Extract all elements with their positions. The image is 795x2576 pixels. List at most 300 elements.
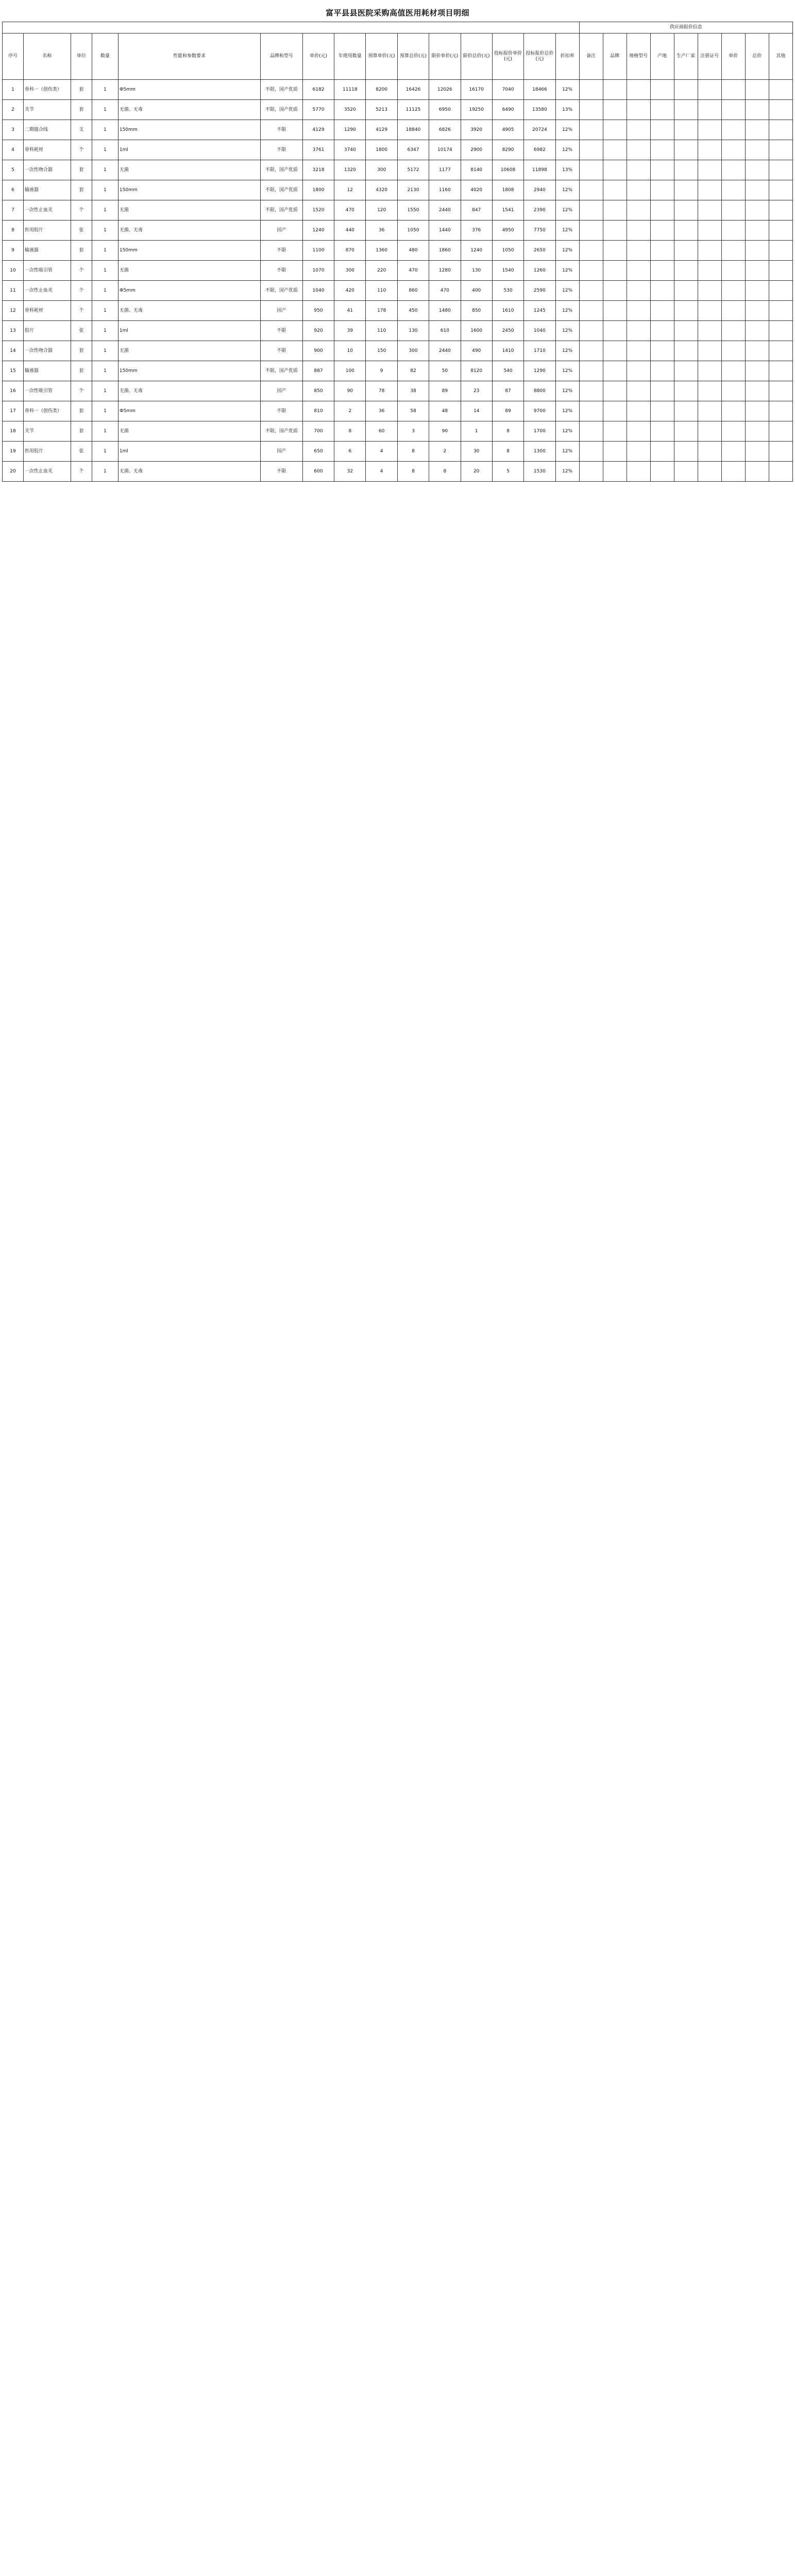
- column-header: 其他: [769, 33, 792, 80]
- table-row: [3, 80, 793, 100]
- table-cell: 400: [461, 281, 492, 301]
- table-cell: [603, 462, 627, 482]
- table-cell: [650, 160, 674, 180]
- column-header: 单价: [721, 33, 745, 80]
- table-cell: [721, 180, 745, 200]
- table-cell: 6347: [397, 140, 429, 160]
- table-cell: 470: [429, 281, 461, 301]
- table-cell: [650, 401, 674, 421]
- table-cell: 82: [397, 361, 429, 381]
- table-cell: [769, 180, 792, 200]
- table-cell: 1: [92, 221, 118, 241]
- table-cell: 1240: [461, 241, 492, 261]
- table-cell: 1050: [492, 241, 523, 261]
- table-cell: 36: [366, 221, 397, 241]
- table-cell: 1860: [429, 241, 461, 261]
- table-cell: 58: [397, 401, 429, 421]
- table-cell: 1600: [461, 321, 492, 341]
- table-cell: 48: [429, 401, 461, 421]
- table-cell: 810: [302, 401, 334, 421]
- table-cell: 2: [429, 442, 461, 462]
- table-cell: 6: [334, 442, 366, 462]
- table-cell: [603, 221, 627, 241]
- table-cell: 无菌、无毒: [118, 100, 260, 120]
- table-cell: 3761: [302, 140, 334, 160]
- table-cell: 1040: [302, 281, 334, 301]
- table-cell: [769, 421, 792, 442]
- table-cell: [745, 462, 769, 482]
- table-cell: [769, 100, 792, 120]
- table-cell: 600: [302, 462, 334, 482]
- table-cell: 8800: [524, 381, 555, 401]
- table-cell: 9: [366, 361, 397, 381]
- table-cell: 470: [397, 261, 429, 281]
- table-cell: [721, 80, 745, 100]
- table-cell: 1710: [524, 341, 555, 361]
- table-cell: 480: [397, 241, 429, 261]
- table-row: [3, 381, 793, 401]
- table-cell: 12026: [429, 80, 461, 100]
- table-cell: 国产: [261, 301, 303, 321]
- table-cell: [650, 421, 674, 442]
- table-cell: [769, 442, 792, 462]
- table-cell: 16426: [397, 80, 429, 100]
- table-cell: 1: [92, 261, 118, 281]
- table-cell: 无菌: [118, 160, 260, 180]
- table-cell: [627, 321, 650, 341]
- table-cell: [721, 221, 745, 241]
- table-cell: 1540: [492, 261, 523, 281]
- table-cell: [579, 261, 603, 281]
- table-cell: [650, 442, 674, 462]
- table-cell: [650, 120, 674, 140]
- table-cell: 3218: [302, 160, 334, 180]
- table-cell: 13%: [555, 160, 579, 180]
- table-cell: [650, 200, 674, 221]
- table-cell: 2390: [524, 200, 555, 221]
- table-cell: [650, 462, 674, 482]
- table-cell: [721, 421, 745, 442]
- table-cell: [698, 281, 721, 301]
- table-cell: 个: [71, 261, 92, 281]
- table-cell: 16: [3, 381, 24, 401]
- table-cell: 8120: [461, 361, 492, 381]
- table-cell: 19250: [461, 100, 492, 120]
- table-cell: [698, 301, 721, 321]
- table-cell: 8: [429, 462, 461, 482]
- table-cell: 1320: [334, 160, 366, 180]
- table-cell: [674, 401, 698, 421]
- table-cell: 610: [429, 321, 461, 341]
- table-cell: 无菌、无毒: [118, 301, 260, 321]
- table-cell: 1ml: [118, 442, 260, 462]
- table-cell: 1: [92, 80, 118, 100]
- table-cell: [579, 401, 603, 421]
- table-cell: 12%: [555, 401, 579, 421]
- table-cell: 骨科耗材: [23, 140, 71, 160]
- table-cell: 12%: [555, 80, 579, 100]
- table-cell: 国产: [261, 442, 303, 462]
- table-row: [3, 281, 793, 301]
- table-cell: [745, 281, 769, 301]
- column-header: 序号: [3, 33, 24, 80]
- table-cell: [579, 301, 603, 321]
- table-cell: 一次性吻合器: [23, 341, 71, 361]
- table-cell: [769, 341, 792, 361]
- table-cell: 一次性吸引管: [23, 261, 71, 281]
- table-cell: 1: [92, 341, 118, 361]
- table-cell: 1160: [429, 180, 461, 200]
- table-cell: [721, 160, 745, 180]
- table-cell: 7750: [524, 221, 555, 241]
- table-cell: [698, 401, 721, 421]
- table-cell: [627, 261, 650, 281]
- table-cell: 150mm: [118, 180, 260, 200]
- table-cell: [603, 361, 627, 381]
- table-cell: [745, 200, 769, 221]
- table-cell: 9700: [524, 401, 555, 421]
- table-cell: 不限，国产优质: [261, 180, 303, 200]
- table-cell: 12%: [555, 421, 579, 442]
- column-header: 生产厂家: [674, 33, 698, 80]
- table-cell: 1260: [524, 261, 555, 281]
- table-cell: [627, 301, 650, 321]
- table-cell: 1: [92, 462, 118, 482]
- table-cell: 6490: [492, 100, 523, 120]
- table-cell: [650, 180, 674, 200]
- table-cell: 1: [92, 180, 118, 200]
- table-cell: [627, 381, 650, 401]
- table-cell: [674, 381, 698, 401]
- column-header: 品牌: [603, 33, 627, 80]
- table-cell: [579, 321, 603, 341]
- table-cell: [698, 200, 721, 221]
- table-cell: [650, 341, 674, 361]
- table-cell: 870: [334, 241, 366, 261]
- table-cell: 2590: [524, 281, 555, 301]
- table-cell: 不限: [261, 401, 303, 421]
- table-cell: 8290: [492, 140, 523, 160]
- table-cell: 1100: [302, 241, 334, 261]
- table-cell: 860: [397, 281, 429, 301]
- table-cell: 二期缝合线: [23, 120, 71, 140]
- table-cell: 20: [3, 462, 24, 482]
- table-cell: 78: [366, 381, 397, 401]
- table-cell: [745, 401, 769, 421]
- table-row: [3, 361, 793, 381]
- table-cell: 20: [461, 462, 492, 482]
- table-cell: 470: [334, 200, 366, 221]
- table-cell: 847: [461, 200, 492, 221]
- table-cell: [698, 180, 721, 200]
- table-header: [3, 22, 793, 80]
- table-cell: 1: [92, 442, 118, 462]
- table-cell: 1290: [334, 120, 366, 140]
- table-cell: [721, 301, 745, 321]
- table-cell: [769, 301, 792, 321]
- table-body: [3, 80, 793, 482]
- table-cell: [603, 421, 627, 442]
- table-cell: [674, 321, 698, 341]
- table-row: [3, 100, 793, 120]
- column-header: 预算单价(元): [366, 33, 397, 80]
- table-cell: 450: [397, 301, 429, 321]
- table-cell: 150mm: [118, 120, 260, 140]
- table-cell: 3920: [461, 120, 492, 140]
- table-cell: [579, 381, 603, 401]
- table-cell: 130: [397, 321, 429, 341]
- table-cell: 5172: [397, 160, 429, 180]
- table-cell: 1410: [492, 341, 523, 361]
- table-cell: 540: [492, 361, 523, 381]
- table-cell: [603, 321, 627, 341]
- table-cell: [579, 80, 603, 100]
- table-row: [3, 421, 793, 442]
- table-cell: 1520: [302, 200, 334, 221]
- table-cell: 10: [334, 341, 366, 361]
- table-cell: [745, 80, 769, 100]
- table-cell: 1480: [429, 301, 461, 321]
- table-cell: 关节: [23, 421, 71, 442]
- table-cell: 个: [71, 200, 92, 221]
- table-cell: 4: [366, 442, 397, 462]
- table-cell: [603, 401, 627, 421]
- table-cell: 骨科一（创伤类）: [23, 401, 71, 421]
- table-cell: 300: [397, 341, 429, 361]
- table-cell: [627, 120, 650, 140]
- table-cell: 张: [71, 221, 92, 241]
- table-cell: 不限: [261, 321, 303, 341]
- table-cell: [745, 241, 769, 261]
- table-cell: 8: [492, 421, 523, 442]
- table-cell: [627, 341, 650, 361]
- table-cell: 5213: [366, 100, 397, 120]
- table-cell: [627, 281, 650, 301]
- table-cell: [650, 361, 674, 381]
- table-cell: 376: [461, 221, 492, 241]
- table-cell: [721, 140, 745, 160]
- table-cell: 12: [334, 180, 366, 200]
- table-cell: [769, 462, 792, 482]
- table-cell: [721, 241, 745, 261]
- table-cell: 850: [461, 301, 492, 321]
- table-cell: 1550: [397, 200, 429, 221]
- table-cell: 套: [71, 401, 92, 421]
- table-cell: [698, 120, 721, 140]
- table-row: [3, 462, 793, 482]
- table-cell: 11898: [524, 160, 555, 180]
- table-cell: 12%: [555, 120, 579, 140]
- table-cell: 10174: [429, 140, 461, 160]
- table-cell: [627, 421, 650, 442]
- table-cell: 89: [492, 401, 523, 421]
- table-cell: 无菌: [118, 261, 260, 281]
- table-cell: [674, 442, 698, 462]
- table-cell: [721, 200, 745, 221]
- table-cell: 12%: [555, 241, 579, 261]
- table-cell: 1ml: [118, 321, 260, 341]
- column-header: 限价总价(元): [461, 33, 492, 80]
- table-cell: 1: [92, 281, 118, 301]
- table-cell: 1700: [524, 421, 555, 442]
- table-cell: 19: [3, 442, 24, 462]
- table-cell: [698, 321, 721, 341]
- table-cell: 3: [397, 421, 429, 442]
- table-cell: [698, 361, 721, 381]
- table-cell: 12%: [555, 462, 579, 482]
- table-cell: [721, 442, 745, 462]
- table-cell: 不限，国产优质: [261, 281, 303, 301]
- table-cell: [745, 421, 769, 442]
- table-cell: 11125: [397, 100, 429, 120]
- table-cell: [769, 281, 792, 301]
- table-cell: 38: [397, 381, 429, 401]
- table-cell: 6982: [524, 140, 555, 160]
- column-header: 性能和参数要求: [118, 33, 260, 80]
- table-cell: 1360: [366, 241, 397, 261]
- table-cell: [650, 221, 674, 241]
- table-row: [3, 321, 793, 341]
- table-cell: [627, 180, 650, 200]
- table-cell: 2650: [524, 241, 555, 261]
- table-cell: 4320: [366, 180, 397, 200]
- table-cell: 骨科一（创伤类）: [23, 80, 71, 100]
- table-cell: 120: [366, 200, 397, 221]
- table-row: [3, 341, 793, 361]
- data-table: [2, 22, 793, 482]
- table-cell: 1541: [492, 200, 523, 221]
- table-cell: 440: [334, 221, 366, 241]
- table-cell: 150: [366, 341, 397, 361]
- table-row: [3, 221, 793, 241]
- table-row: [3, 442, 793, 462]
- table-cell: 不限: [261, 462, 303, 482]
- column-header: 品牌和型号: [261, 33, 303, 80]
- table-cell: [650, 261, 674, 281]
- table-cell: [745, 301, 769, 321]
- table-cell: 15: [3, 361, 24, 381]
- table-cell: 一次性吸引管: [23, 381, 71, 401]
- table-cell: 医用胶片: [23, 221, 71, 241]
- table-cell: 87: [492, 381, 523, 401]
- table-cell: [627, 442, 650, 462]
- table-cell: [674, 100, 698, 120]
- table-cell: 2130: [397, 180, 429, 200]
- table-cell: [627, 160, 650, 180]
- table-cell: 12%: [555, 180, 579, 200]
- table-cell: [650, 100, 674, 120]
- table-cell: [698, 221, 721, 241]
- table-cell: 1: [92, 361, 118, 381]
- table-cell: [698, 381, 721, 401]
- table-cell: 110: [366, 321, 397, 341]
- table-cell: [721, 281, 745, 301]
- table-cell: [745, 261, 769, 281]
- table-cell: 17: [3, 401, 24, 421]
- table-cell: 1: [92, 140, 118, 160]
- table-cell: 300: [334, 261, 366, 281]
- table-cell: 一次性止血夹: [23, 281, 71, 301]
- table-cell: [745, 140, 769, 160]
- table-cell: [579, 180, 603, 200]
- table-cell: 不限，国产优质: [261, 421, 303, 442]
- table-row: [3, 140, 793, 160]
- table-cell: [745, 442, 769, 462]
- table-cell: 530: [492, 281, 523, 301]
- table-cell: 1800: [366, 140, 397, 160]
- table-cell: 一次性止血夹: [23, 462, 71, 482]
- table-cell: 12%: [555, 341, 579, 361]
- table-cell: 6826: [429, 120, 461, 140]
- table-cell: 14: [3, 341, 24, 361]
- table-cell: 12%: [555, 321, 579, 341]
- table-cell: [603, 301, 627, 321]
- table-cell: 输液器: [23, 361, 71, 381]
- table-cell: 13580: [524, 100, 555, 120]
- table-cell: [674, 120, 698, 140]
- table-cell: 60: [366, 421, 397, 442]
- table-cell: [721, 381, 745, 401]
- table-cell: [769, 221, 792, 241]
- table-cell: 1: [92, 321, 118, 341]
- table-cell: [579, 100, 603, 120]
- table-cell: 1: [92, 301, 118, 321]
- table-cell: 3520: [334, 100, 366, 120]
- table-cell: 1300: [524, 442, 555, 462]
- table-cell: 12%: [555, 221, 579, 241]
- table-cell: 3: [3, 120, 24, 140]
- column-header: 限价单价(元): [429, 33, 461, 80]
- table-cell: [721, 120, 745, 140]
- table-cell: 一次性吻合器: [23, 160, 71, 180]
- table-cell: 490: [461, 341, 492, 361]
- table-cell: 1: [92, 160, 118, 180]
- table-cell: 150mm: [118, 361, 260, 381]
- table-cell: 110: [366, 281, 397, 301]
- table-cell: 1ml: [118, 140, 260, 160]
- table-cell: 920: [302, 321, 334, 341]
- table-cell: 950: [302, 301, 334, 321]
- table-cell: [721, 401, 745, 421]
- table-cell: [769, 261, 792, 281]
- table-cell: [698, 100, 721, 120]
- table-cell: 850: [302, 381, 334, 401]
- table-cell: 1530: [524, 462, 555, 482]
- table-cell: [627, 462, 650, 482]
- table-cell: 4: [3, 140, 24, 160]
- table-cell: [745, 160, 769, 180]
- table-cell: 32: [334, 462, 366, 482]
- table-cell: 不限: [261, 341, 303, 361]
- table-cell: 1: [92, 100, 118, 120]
- table-cell: 个: [71, 462, 92, 482]
- table-cell: 个: [71, 301, 92, 321]
- table-cell: [745, 221, 769, 241]
- table-cell: 5: [3, 160, 24, 180]
- table-cell: 个: [71, 381, 92, 401]
- table-cell: 23: [461, 381, 492, 401]
- table-cell: 2: [3, 100, 24, 120]
- table-cell: 不限，国产优质: [261, 160, 303, 180]
- table-cell: [674, 160, 698, 180]
- table-cell: [721, 462, 745, 482]
- table-cell: Ф5mm: [118, 401, 260, 421]
- table-cell: 4129: [366, 120, 397, 140]
- column-header: 数量: [92, 33, 118, 80]
- table-cell: 900: [302, 341, 334, 361]
- table-cell: [674, 261, 698, 281]
- table-cell: 套: [71, 421, 92, 442]
